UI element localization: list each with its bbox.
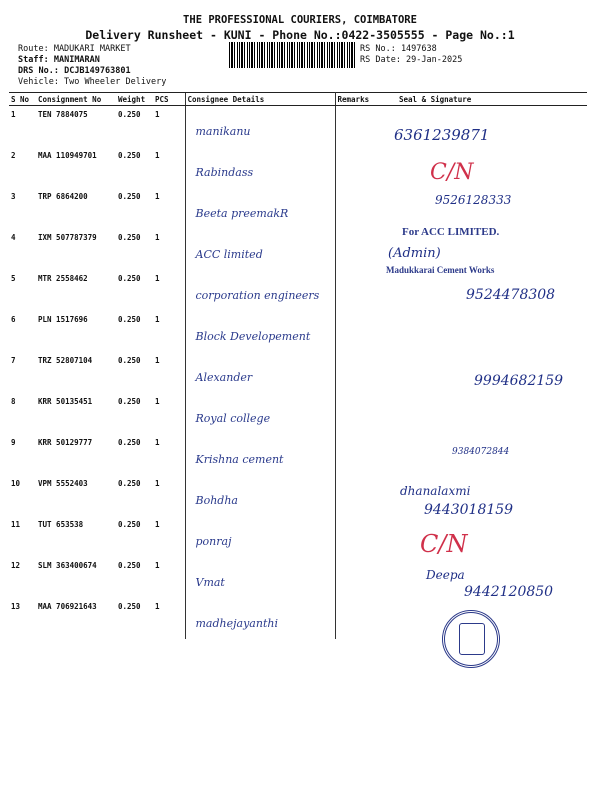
row-remarks bbox=[335, 352, 373, 393]
company-title: THE PROFESSIONAL COURIERS, COIMBATORE bbox=[183, 14, 417, 26]
rs-date: RS Date: 29-Jan-2025 bbox=[360, 55, 463, 65]
company-stamp: For ACC LIMITED. bbox=[402, 226, 500, 238]
row-sno: 5 bbox=[11, 274, 16, 283]
row-pcs: 1 bbox=[155, 192, 160, 201]
col-consignee: Consignee Details bbox=[185, 93, 335, 106]
row-signature bbox=[373, 393, 587, 434]
row-sno: 11 bbox=[11, 520, 21, 529]
row-remarks bbox=[335, 106, 373, 148]
consignee-handwriting: Vmat bbox=[195, 576, 225, 589]
staff-value: MANIMARAN bbox=[53, 55, 100, 65]
row-consignee-cell bbox=[185, 557, 335, 598]
row-pcs: 1 bbox=[155, 315, 160, 324]
row-signature bbox=[373, 311, 587, 352]
phone-annotation: 9384072844 bbox=[452, 447, 510, 457]
row-sno: 3 bbox=[11, 192, 16, 201]
row-consignee-cell bbox=[185, 270, 335, 311]
col-pcs: PCS bbox=[153, 93, 185, 106]
company-seal-icon bbox=[442, 610, 500, 668]
table-row bbox=[9, 598, 587, 639]
phone-annotation: 9994682159 bbox=[474, 373, 564, 389]
row-consignment: KRR 50129777 bbox=[38, 438, 93, 447]
drs-label: DRS No.: bbox=[18, 66, 59, 76]
row-weight: 0.250 bbox=[118, 274, 141, 283]
row-consignee-cell bbox=[185, 229, 335, 270]
consignee-handwriting: Krishna cement bbox=[195, 453, 284, 466]
row-weight: 0.250 bbox=[118, 233, 141, 242]
runsheet-title: Delivery Runsheet - KUNI - Phone No.:0422-3505555 - Page No.:1 bbox=[85, 28, 515, 42]
row-remarks bbox=[335, 147, 373, 188]
signature-annotation: (Admin) bbox=[388, 246, 441, 261]
row-weight: 0.250 bbox=[118, 397, 141, 406]
phone-annotation: 9442120850 bbox=[464, 584, 554, 600]
col-weight: Weight bbox=[116, 93, 153, 106]
row-pcs: 1 bbox=[155, 356, 160, 365]
row-remarks bbox=[335, 516, 373, 557]
row-consignment: MTR 2558462 bbox=[38, 274, 88, 283]
table-header-row bbox=[9, 93, 587, 106]
row-pcs: 1 bbox=[155, 520, 160, 529]
row-pcs: 1 bbox=[155, 110, 160, 119]
row-consignee-cell bbox=[185, 475, 335, 516]
row-weight: 0.250 bbox=[118, 151, 141, 160]
row-pcs: 1 bbox=[155, 602, 160, 611]
row-signature bbox=[373, 147, 587, 188]
row-remarks bbox=[335, 598, 373, 639]
consignee-handwriting: Block Developement bbox=[195, 330, 311, 343]
row-consignment: MAA 110949701 bbox=[38, 151, 97, 160]
row-pcs: 1 bbox=[155, 479, 160, 488]
phone-annotation: 9526128333 bbox=[435, 193, 512, 207]
row-consignment: VPM 5552403 bbox=[38, 479, 88, 488]
row-consignee-cell bbox=[185, 352, 335, 393]
seal-inner-icon bbox=[459, 623, 485, 655]
row-consignment: TRP 6864200 bbox=[38, 192, 88, 201]
consignee-handwriting: Royal college bbox=[195, 412, 271, 425]
vehicle-label: Vehicle: Two Wheeler Delivery bbox=[18, 77, 167, 87]
row-consignee-cell bbox=[185, 311, 335, 352]
row-sno: 8 bbox=[11, 397, 16, 406]
row-remarks bbox=[335, 557, 373, 598]
row-remarks bbox=[335, 188, 373, 229]
row-consignee-cell bbox=[185, 106, 335, 148]
row-consignment: KRR 50135451 bbox=[38, 397, 93, 406]
row-consignment: SLM 363400674 bbox=[38, 561, 97, 570]
row-pcs: 1 bbox=[155, 233, 160, 242]
row-consignee-cell bbox=[185, 147, 335, 188]
table-row bbox=[9, 229, 587, 270]
row-remarks bbox=[335, 475, 373, 516]
row-weight: 0.250 bbox=[118, 602, 141, 611]
row-sno: 1 bbox=[11, 110, 16, 119]
row-pcs: 1 bbox=[155, 438, 160, 447]
consignee-handwriting: Rabindass bbox=[195, 166, 254, 179]
consignee-handwriting: Bohdha bbox=[195, 494, 238, 507]
table-row bbox=[9, 516, 587, 557]
row-consignee-cell bbox=[185, 516, 335, 557]
row-sno: 12 bbox=[11, 561, 21, 570]
phone-annotation: 6361239871 bbox=[394, 126, 490, 144]
row-remarks bbox=[335, 311, 373, 352]
row-weight: 0.250 bbox=[118, 520, 141, 529]
phone-annotation: 9524478308 bbox=[466, 287, 556, 303]
route-info bbox=[18, 44, 166, 88]
row-sno: 6 bbox=[11, 315, 16, 324]
row-consignment: IXM 507787379 bbox=[38, 233, 97, 242]
name-annotation: dhanalaxmi bbox=[400, 484, 471, 498]
table-row bbox=[9, 311, 587, 352]
row-consignment: TRZ 52807104 bbox=[38, 356, 93, 365]
consignee-handwriting: corporation engineers bbox=[195, 289, 320, 302]
col-sno: S No bbox=[9, 93, 36, 106]
row-consignment: TUT 653538 bbox=[38, 520, 84, 529]
rs-info bbox=[360, 44, 462, 66]
row-remarks bbox=[335, 229, 373, 270]
row-consignee-cell bbox=[185, 434, 335, 475]
consignee-handwriting: madhejayanthi bbox=[195, 617, 278, 630]
row-consignment: MAA 706921643 bbox=[38, 602, 97, 611]
row-sno: 9 bbox=[11, 438, 16, 447]
col-remarks: Remarks bbox=[335, 93, 373, 106]
row-weight: 0.250 bbox=[118, 110, 141, 119]
row-weight: 0.250 bbox=[118, 438, 141, 447]
row-sno: 7 bbox=[11, 356, 16, 365]
consignee-handwriting: manikanu bbox=[195, 125, 251, 138]
row-sno: 4 bbox=[11, 233, 16, 242]
col-consignment: Consignment No bbox=[36, 93, 116, 106]
row-sno: 13 bbox=[11, 602, 21, 611]
table-row bbox=[9, 106, 587, 148]
row-weight: 0.250 bbox=[118, 192, 141, 201]
row-consignment: PLN 1517696 bbox=[38, 315, 88, 324]
row-weight: 0.250 bbox=[118, 315, 141, 324]
row-weight: 0.250 bbox=[118, 479, 141, 488]
company-stamp: Madukkarai Cement Works bbox=[386, 265, 495, 275]
row-remarks bbox=[335, 270, 373, 311]
staff-label: Staff: bbox=[18, 55, 49, 65]
col-signature: Seal & Signature bbox=[373, 93, 587, 106]
name-annotation: Deepa bbox=[426, 568, 465, 582]
row-consignee-cell bbox=[185, 188, 335, 229]
row-signature bbox=[373, 516, 587, 557]
route-label: Route: MADUKARI MARKET bbox=[18, 44, 131, 54]
runsheet-table bbox=[9, 92, 587, 639]
drs-line bbox=[18, 66, 166, 77]
table-row bbox=[9, 393, 587, 434]
row-sno: 10 bbox=[11, 479, 21, 488]
row-consignee-cell bbox=[185, 598, 335, 639]
row-pcs: 1 bbox=[155, 274, 160, 283]
row-remarks bbox=[335, 393, 373, 434]
row-remarks bbox=[335, 434, 373, 475]
barcode bbox=[229, 42, 355, 68]
phone-annotation: 9443018159 bbox=[424, 502, 514, 518]
consignee-handwriting: Alexander bbox=[195, 371, 253, 384]
row-sno: 2 bbox=[11, 151, 16, 160]
row-weight: 0.250 bbox=[118, 356, 141, 365]
row-weight: 0.250 bbox=[118, 561, 141, 570]
cn-annotation: C/N bbox=[420, 530, 468, 558]
consignee-handwriting: ponraj bbox=[195, 535, 232, 548]
cn-annotation: C/N bbox=[430, 160, 474, 185]
table-row bbox=[9, 147, 587, 188]
rs-number: RS No.: 1497638 bbox=[360, 44, 437, 54]
drs-value: DCJB149763801 bbox=[64, 66, 131, 76]
row-pcs: 1 bbox=[155, 397, 160, 406]
consignee-handwriting: Beeta preemakR bbox=[195, 207, 289, 220]
row-consignee-cell bbox=[185, 393, 335, 434]
row-pcs: 1 bbox=[155, 151, 160, 160]
staff-line bbox=[18, 55, 166, 66]
consignee-handwriting: ACC limited bbox=[195, 248, 263, 261]
row-pcs: 1 bbox=[155, 561, 160, 570]
row-consignment: TEN 7884075 bbox=[38, 110, 88, 119]
